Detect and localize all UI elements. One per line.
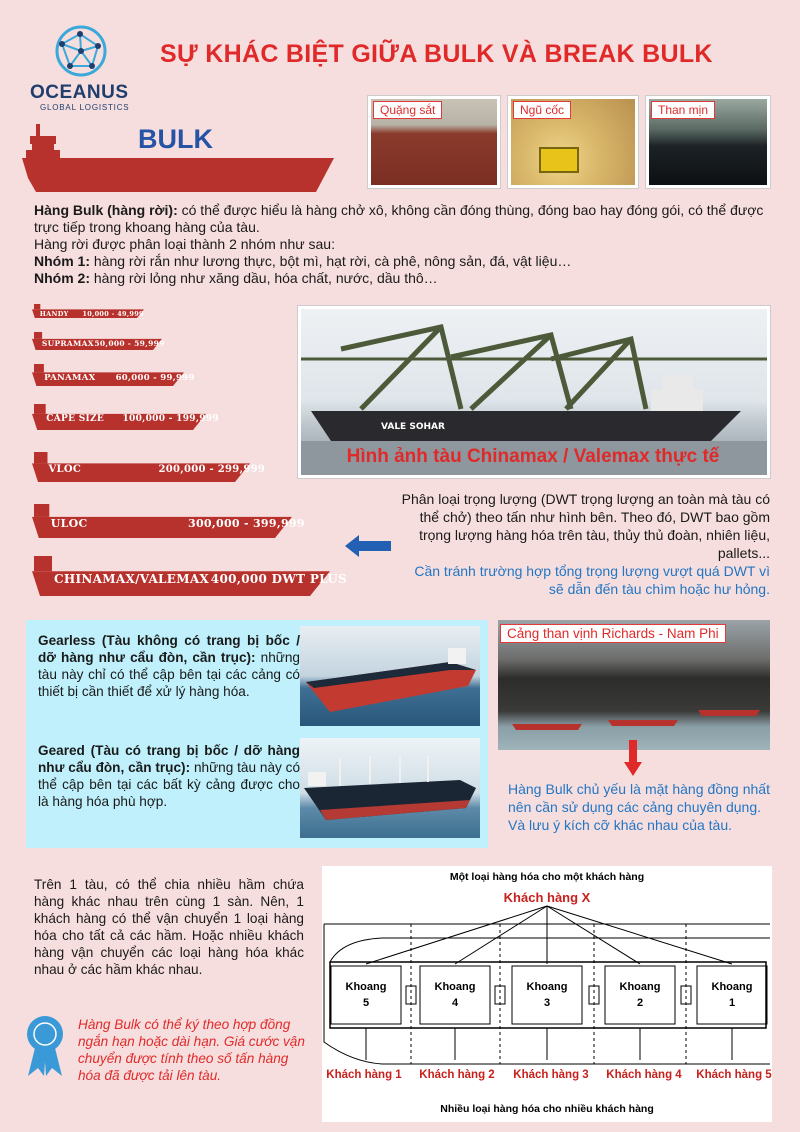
dwt-warning: Cần tránh trường hợp tổng trọng lượng vượt quá DWT vì sẽ dẫn đến tàu chìm hoặc hư hỏng. [414,563,770,597]
hold-number: 3 [543,997,551,1009]
oceanus-globe-logo [52,22,110,80]
definition-label: Hàng Bulk (hàng rời): [34,202,178,218]
brand-tagline: GLOBAL LOGISTICS [40,103,130,112]
port-description [508,780,770,834]
ship-size-range: 400,000 DWT PLUS [210,571,347,586]
grain-photo [508,96,638,188]
award-ribbon-icon [22,1014,68,1078]
hold-box [512,966,582,1024]
photo-label: Ngũ cốc [513,101,571,119]
contract-note: Hàng Bulk có thể ký theo hợp đồng ngắn hạn hoặc dài hạn. Giá cước vận chuyển được tính theo số tấn hàng hóa đã được tải lên tàu. [78,1017,305,1083]
hold-box [420,966,490,1024]
port-text-2: Và lưu ý kích cỡ khác nhau của tàu. [508,817,733,833]
arrow-left-icon [345,535,391,557]
ship-size-bar [32,364,195,386]
hold-word: Khoang [345,981,387,993]
hold-box [605,966,675,1024]
hold-number: 2 [636,997,644,1009]
customer-label: Khách hàng 1 [326,1069,402,1081]
hold-box [331,966,401,1024]
photo-label: Than mịn [651,101,715,119]
ship-size-name: SUPRAMAX [41,339,94,349]
hold-word: Khoang [619,981,661,993]
ship-size-bar [32,504,305,538]
hold-number: 5 [362,997,370,1009]
diagram-bottom-title: Nhiều loại hàng hóa cho nhiều khách hàng [440,1103,654,1115]
fine-coal-photo [646,96,770,188]
hold-description: Trên 1 tàu, có thể chia nhiều hầm chứa hàng khác nhau trên cùng 1 sàn. Nên, 1 khách hàng có thể vận chuyển 1 loại hàng hóa cho tất cả các hầm. Hoặc nhiều khách hàng vận chuyển các loại hàng hóa khác nhau ở các hầm khác nhau. [34,877,304,977]
ship-size-range: 10,000 - 49,999 [82,309,144,318]
gearless-description [38,632,300,700]
ship-size-name: PANAMAX [44,372,96,383]
hold-word: Khoang [711,981,753,993]
ship-size-name: CHINAMAX/VALEMAX [54,571,210,586]
ship-name-text: VALE SOHAR [381,422,445,432]
group1-text: hàng rời rắn như lương thực, bột mì, hạt rời, cà phê, nông sản, đá, vật liệu… [90,253,572,269]
ship-size-name: ULOC [50,517,88,531]
hold-number: 1 [728,997,736,1009]
geared-ship-photo [300,738,480,838]
fan-line [366,906,547,964]
customer-label: Khách hàng 4 [606,1069,682,1081]
cargo-hold-diagram [322,866,772,1122]
ship-size-name: HANDY [39,309,69,318]
definition-text: có thể được hiểu là hàng chở xô, không cần đóng thùng, đóng bao hay đóng gói, có thể được trực tiếp trong khoang hàng của tàu. [34,202,764,235]
customer-label: Khách hàng 2 [419,1069,495,1081]
hold-separator [681,986,691,1004]
gearless-ship-illustration [300,626,480,726]
hold-word: Khoang [434,981,476,993]
fan-line [547,906,732,964]
customer-labels [326,1028,772,1081]
hold-box [697,966,767,1024]
brand-name: OCEANUS [30,82,129,103]
gearless-ship-photo [300,626,480,726]
ship-size-range: 50,000 - 59,999 [94,339,165,349]
ship-size-range: 200,000 - 299,999 [158,463,266,475]
group1-label: Nhóm 1: [34,253,90,269]
geared-description [38,742,300,810]
page-title: SỰ KHÁC BIỆT GIỮA BULK VÀ BREAK BULK [160,40,713,68]
geared-ship-illustration [300,738,480,838]
hold-number: 4 [451,997,459,1009]
port-label: Cảng than vịnh Richards - Nam Phi [500,624,726,643]
customer-x-links [366,906,732,964]
bulk-heading: BULK [138,124,213,154]
hold-separator [495,986,505,1004]
arrow-down-icon [624,740,642,776]
dwt-text: Phân loại trọng lượng (DWT trọng lượng an toàn mà tàu có thể chở) theo tấn như hình bên. Theo đó, DWT bao gồm trọng lượng hàng hóa trên tàu, thủy thủ đoàn, nhiên liệu, pallets... [401,491,770,561]
customer-x-label: Khách hàng X [503,890,591,905]
bulk-intro [34,202,784,287]
ship-size-range: 60,000 - 99,999 [115,372,195,383]
iron-ore-photo [368,96,500,188]
ship-size-bar [32,452,266,482]
group2-label: Nhóm 2: [34,270,90,286]
hold-word: Khoang [526,981,568,993]
ship-size-range: 100,000 - 199,999 [122,414,219,425]
ship-size-bar [32,404,219,430]
ship-size-bar [32,304,144,318]
hold-boxes [331,924,767,1064]
ship-size-name: CAPE SIZE [46,414,105,425]
fan-line [455,906,547,964]
hold-separator [589,986,599,1004]
photo-label: Quặng sắt [373,101,442,119]
ship-size-range: 300,000 - 399,999 [188,517,305,531]
gearless-text: những tàu này chỉ có thể cập bên tại các cảng có thiết bị cần thiết để xử lý hàng hóa. [38,650,300,699]
ship-size-bar [32,556,347,596]
port-text-1: Hàng Bulk chủ yếu là mặt hàng đồng nhất nên cần sử dụng các cảng chuyên dụng. [508,781,770,815]
classify-text: Hàng rời được phân loại thành 2 nhóm như sau: [34,236,335,252]
dwt-explanation [400,490,770,598]
customer-label: Khách hàng 3 [513,1069,589,1081]
customer-label: Khách hàng 5 [696,1069,772,1081]
hold-diagram-svg [322,866,772,1122]
hold-separator [406,986,416,1004]
ship-size-name: VLOC [48,463,82,475]
geared-text: những tàu này có thể cập bên tại các bất kỳ cảng được cho là hàng hóa phù hợp. [38,760,301,809]
group2-text: hàng rời lỏng như xăng dầu, hóa chất, nước, dầu thô… [90,270,438,286]
geared-label: Geared (Tàu có trang bị bốc / dỡ hàng như cẩu đòn, cần trục): [38,743,300,775]
ship-size-bar [32,332,165,350]
valemax-caption: Hình ảnh tàu Chinamax / Valemax thực tế [346,446,720,467]
diagram-top-title: Một loại hàng hóa cho một khách hàng [449,871,645,883]
gearless-label: Gearless (Tàu không có trang bị bốc / dỡ hàng như cẩu đòn, cần trục): [38,633,300,665]
